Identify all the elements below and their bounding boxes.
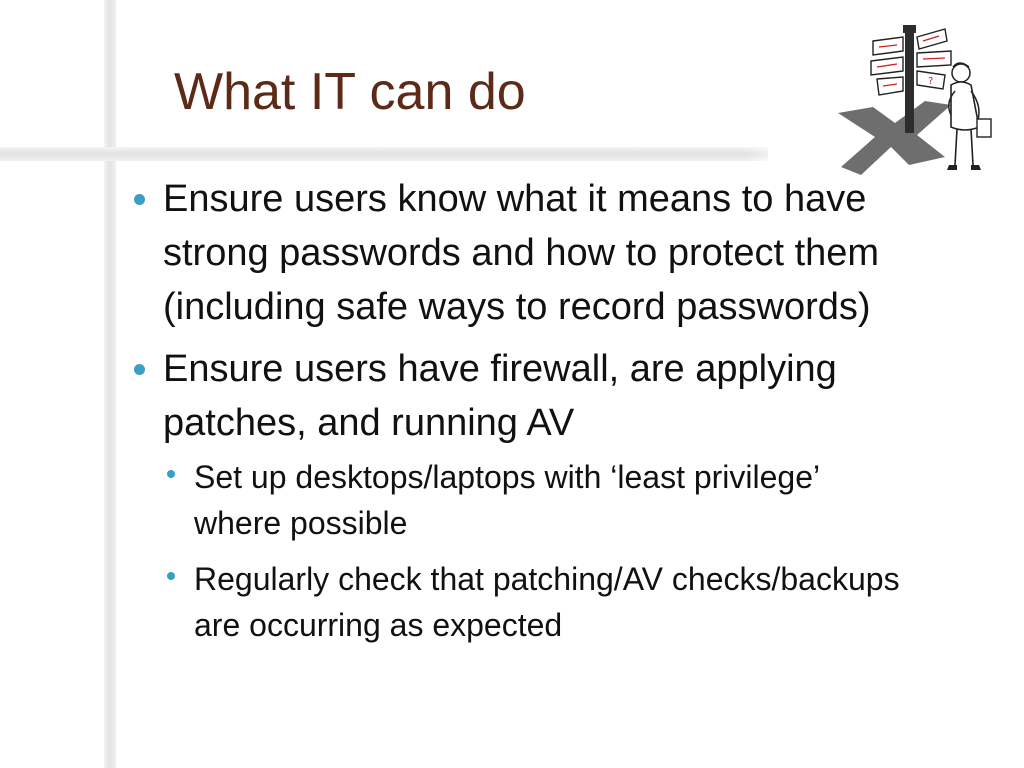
sub-bullet-text: Regularly check that patching/AV checks/backups are occurring as expected bbox=[194, 561, 900, 643]
bullet-text: Ensure users have firewall, are applying patches, and running AV bbox=[163, 348, 837, 444]
sub-bullet-item bbox=[163, 454, 902, 546]
bullet-item bbox=[132, 342, 902, 648]
bullet-dot-icon bbox=[134, 364, 145, 375]
sub-bullet-list bbox=[163, 454, 902, 648]
bullet-list bbox=[132, 172, 902, 658]
horizontal-rule bbox=[0, 147, 768, 161]
vertical-rule bbox=[104, 0, 116, 768]
bullet-item bbox=[132, 172, 902, 334]
sub-bullet-item bbox=[163, 556, 902, 648]
bullet-circle-icon bbox=[167, 470, 175, 478]
sub-bullet-text: Set up desktops/laptops with ‘least privilege’ where possible bbox=[194, 459, 819, 541]
bullet-dot-icon bbox=[134, 194, 145, 205]
bullet-circle-icon bbox=[167, 572, 175, 580]
signpost-person-icon bbox=[833, 15, 993, 180]
svg-text:?: ? bbox=[928, 76, 934, 87]
bullet-text: Ensure users know what it means to have strong passwords and how to protect them (including safe ways to record passwords) bbox=[163, 178, 880, 328]
slide-title: What IT can do bbox=[174, 63, 526, 121]
